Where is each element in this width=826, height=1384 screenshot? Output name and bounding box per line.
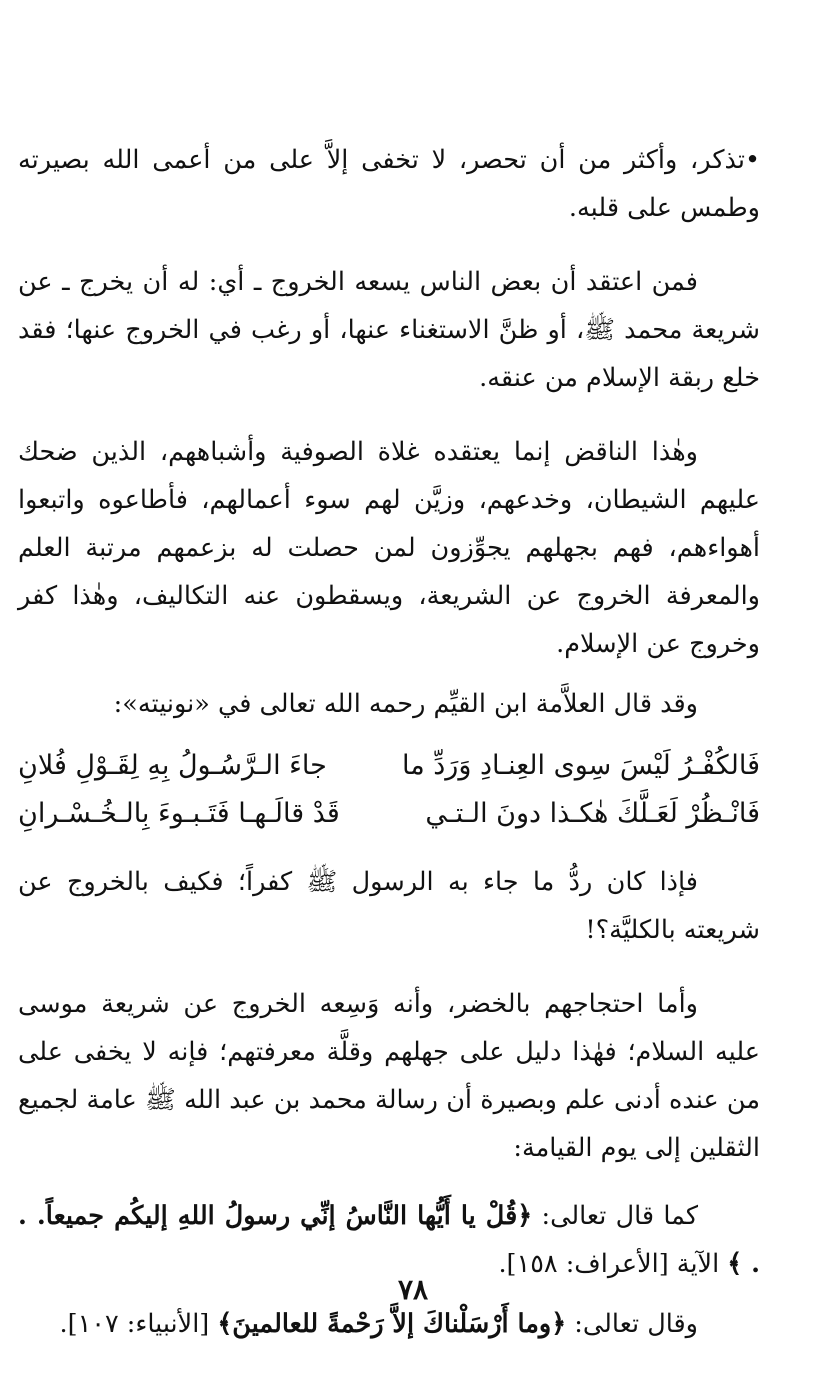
poem-verse-2-second-hemistich: قَدْ قالَـهـا فَتَـبـوءَ بِالـخُـسْـرانِ <box>18 798 340 829</box>
poem-verse-2 <box>18 790 760 838</box>
paragraph-ibn-qayyim-intro: وقد قال العلاَّمة ابن القيِّم رحمه الله تعالى في «نونيته»: <box>113 689 698 719</box>
poem-verse-2-first-hemistich: فَانْـظُرْ لَعَـلَّكَ هٰكـذا دونَ الـتـي <box>425 798 760 829</box>
quote-al-araf-verse: ﴿قُلْ يا أَيُّها النَّاسُ إنِّي رسولُ اللهِ إليكُم جميعاً. . . ﴾ <box>18 1201 760 1279</box>
paragraph-khidr-argument: وأما احتجاجهم بالخضر، وأنه وَسِعه الخروج عن شريعة موسى عليه السلام؛ فهٰذا دليل على جهلهم وقلَّة معرفتهم؛ فإنه لا يخفى على من عنده أدنى علم وبصيرة أن رسالة محمد بن عبد الله ﷺ عامة لجميع الثقلين إلى يوم القيامة: <box>18 989 760 1163</box>
paragraph-belief-exit-sharia: فمن اعتقد أن بعض الناس يسعه الخروج ـ أي: له أن يخرج ـ عن شريعة محمد ﷺ، أو ظنَّ الاستغناء عنها، أو رغب في الخروج عنها؛ فقد خلع ربقة الإسلام من عنقه. <box>18 267 760 393</box>
quote-al-anbiya-verse: ﴿وما أَرْسَلْناكَ إلاَّ رَحْمةً للعالمينَ﴾ <box>217 1309 567 1339</box>
poem-verse-1-first-hemistich: فَالكُفْـرُ لَيْسَ سِوى العِنـادِ وَرَدِّ ما <box>401 750 760 781</box>
page-number: ٧٨ <box>397 1273 429 1306</box>
quote-al-anbiya-intro: وقال تعالى: <box>566 1309 698 1339</box>
quote-al-anbiya-reference: [الأنبياء: ١٠٧]. <box>59 1309 218 1339</box>
quote-al-araf-reference: الآية [الأعراف: ١٥٨]. <box>498 1249 728 1279</box>
poem-block <box>18 742 760 838</box>
paragraph-sufi-extremists: وهٰذا الناقض إنما يعتقده غلاة الصوفية وأشباههم، الذين ضحك عليهم الشيطان، وخدعهم، وزيَّن لهم سوء أعمالهم، فأطاعوه واتبعوا أهواءهم، فهم بجهلهم يجوِّزون لمن حصلت له بزعمهم مرتبة العلم والمعرفة الخروج عن الشريعة، ويسقطون عنه التكاليف، وهٰذا كفر وخروج عن الإسلام. <box>18 437 760 659</box>
paragraph-rejecting-messenger: فإذا كان ردُّ ما جاء به الرسول ﷺ كفراً؛ فكيف بالخروج عن شريعته بالكليَّة؟! <box>18 867 760 945</box>
poem-verse-1-second-hemistich: جاءَ الـرَّسُـولُ بِهِ لِقَـوْلِ فُلانِ <box>18 750 327 781</box>
paragraph-continuation: •تذكر، وأكثر من أن تحصر، لا تخفى إلاَّ على من أعمى الله بصيرته وطمس على قلبه. <box>18 145 760 223</box>
quote-al-araf-intro: كما قال تعالى: <box>532 1201 698 1231</box>
poem-verse-1 <box>18 742 760 790</box>
page-body <box>18 136 760 1384</box>
